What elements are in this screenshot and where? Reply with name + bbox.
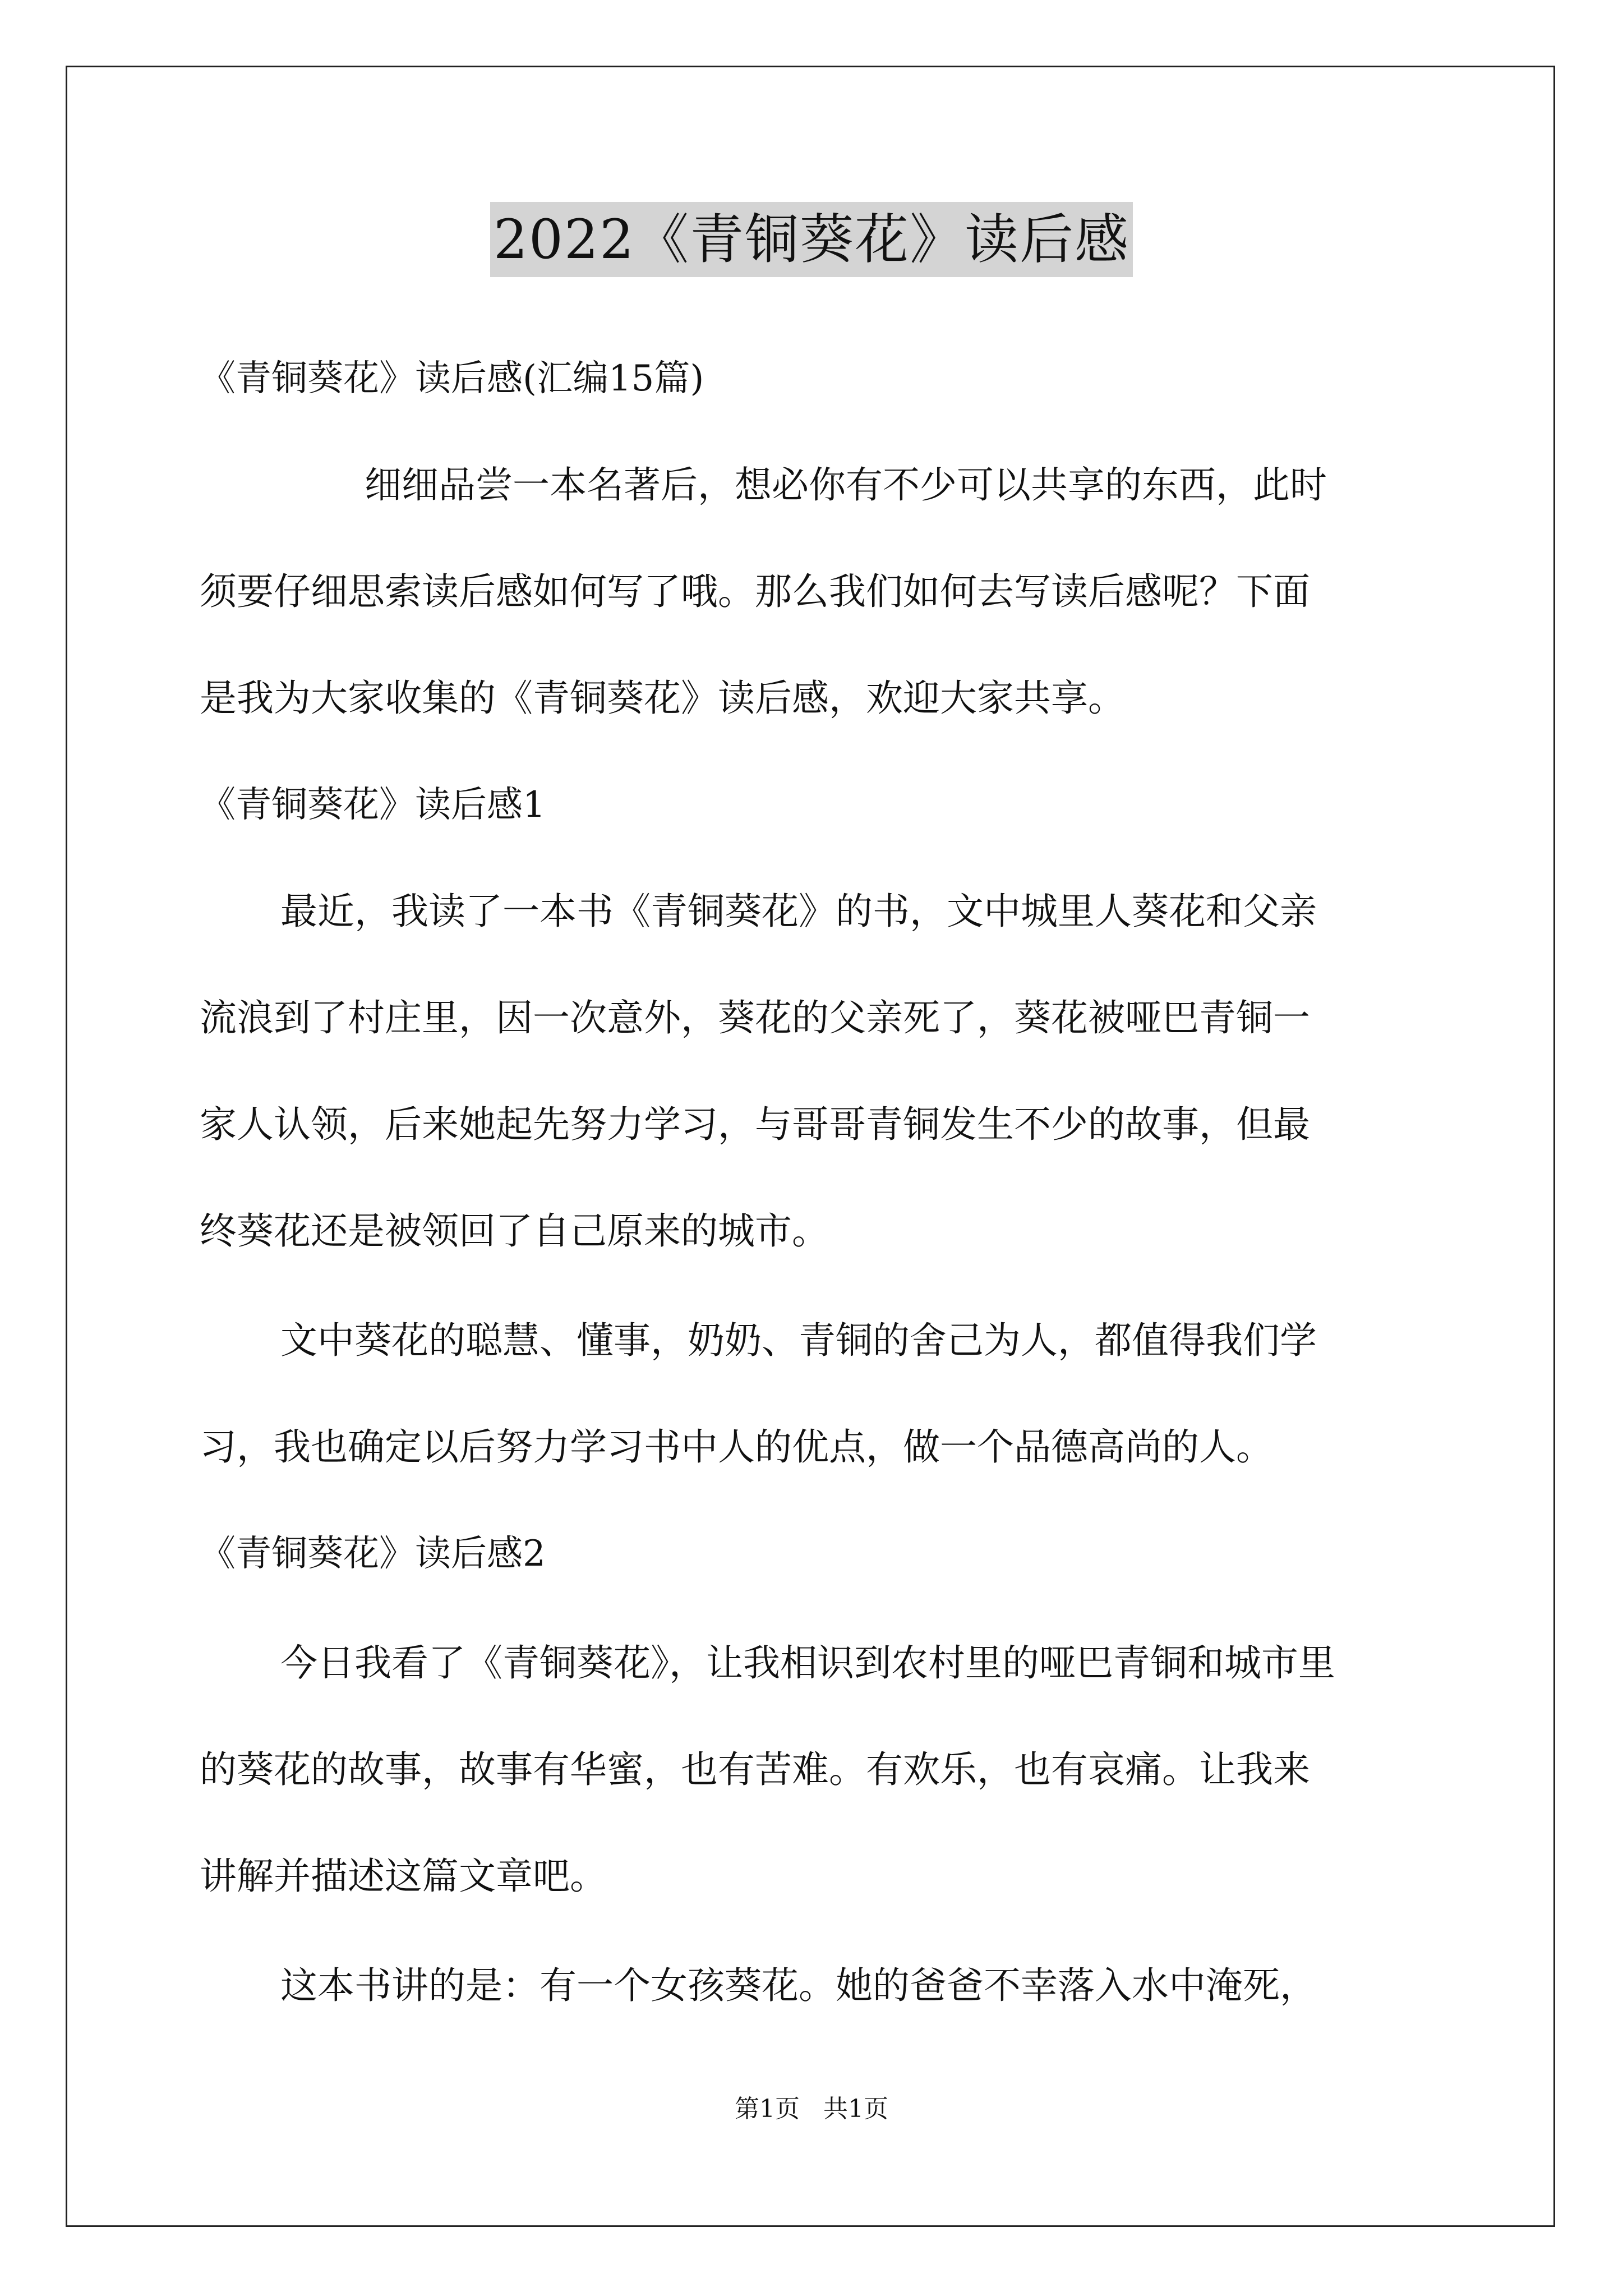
title-container [0, 202, 1623, 277]
intro-line-2: 须要仔细思索读后感如何写了哦。那么我们如何去写读后感呢？下面 [200, 570, 1310, 613]
section-2-p1-line-2: 的葵花的故事，故事有华蜜，也有苦难。有欢乐，也有哀痛。让我来 [200, 1748, 1310, 1791]
page-number: 第1页 [735, 2095, 800, 2123]
section-1-p1-line-3: 家人认领，后来她起先努力学习，与哥哥青铜发生不少的故事，但最 [200, 1103, 1310, 1146]
document-title: 2022《青铜葵花》读后感 [490, 202, 1133, 277]
section-1-p1-line-2: 流浪到了村庄里，因一次意外，葵花的父亲死了，葵花被哑巴青铜一 [200, 996, 1310, 1039]
section-2-p1-line-3: 讲解并描述这篇文章吧。 [200, 1855, 607, 1898]
page-total: 共1页 [823, 2095, 888, 2123]
page-footer [0, 2092, 1623, 2126]
document-subtitle: 《青铜葵花》读后感(汇编15篇) [200, 358, 704, 399]
section-1-p2-line-1: 文中葵花的聪慧、懂事，奶奶、青铜的舍己为人，都值得我们学 [280, 1319, 1317, 1362]
section-2-p1-line-1: 今日我看了《青铜葵花》，让我相识到农村里的哑巴青铜和城市里 [280, 1641, 1335, 1685]
intro-line-3: 是我为大家收集的《青铜葵花》读后感，欢迎大家共享。 [200, 677, 1125, 720]
section-1-p1-line-1: 最近，我读了一本书《青铜葵花》的书，文中城里人葵花和父亲 [280, 890, 1317, 933]
section-2-heading: 《青铜葵花》读后感2 [200, 1533, 546, 1575]
section-1-heading: 《青铜葵花》读后感1 [200, 784, 546, 826]
section-2-p2-line-1: 这本书讲的是：有一个女孩葵花。她的爸爸不幸落入水中淹死， [280, 1964, 1317, 2007]
section-1-p1-line-4: 终葵花还是被领回了自己原来的城市。 [200, 1209, 829, 1253]
intro-line-1: 细细品尝一本名著后，想必你有不少可以共享的东西，此时 [365, 463, 1327, 507]
section-1-p2-line-2: 习，我也确定以后努力学习书中人的优点，做一个品德高尚的人。 [200, 1425, 1273, 1469]
